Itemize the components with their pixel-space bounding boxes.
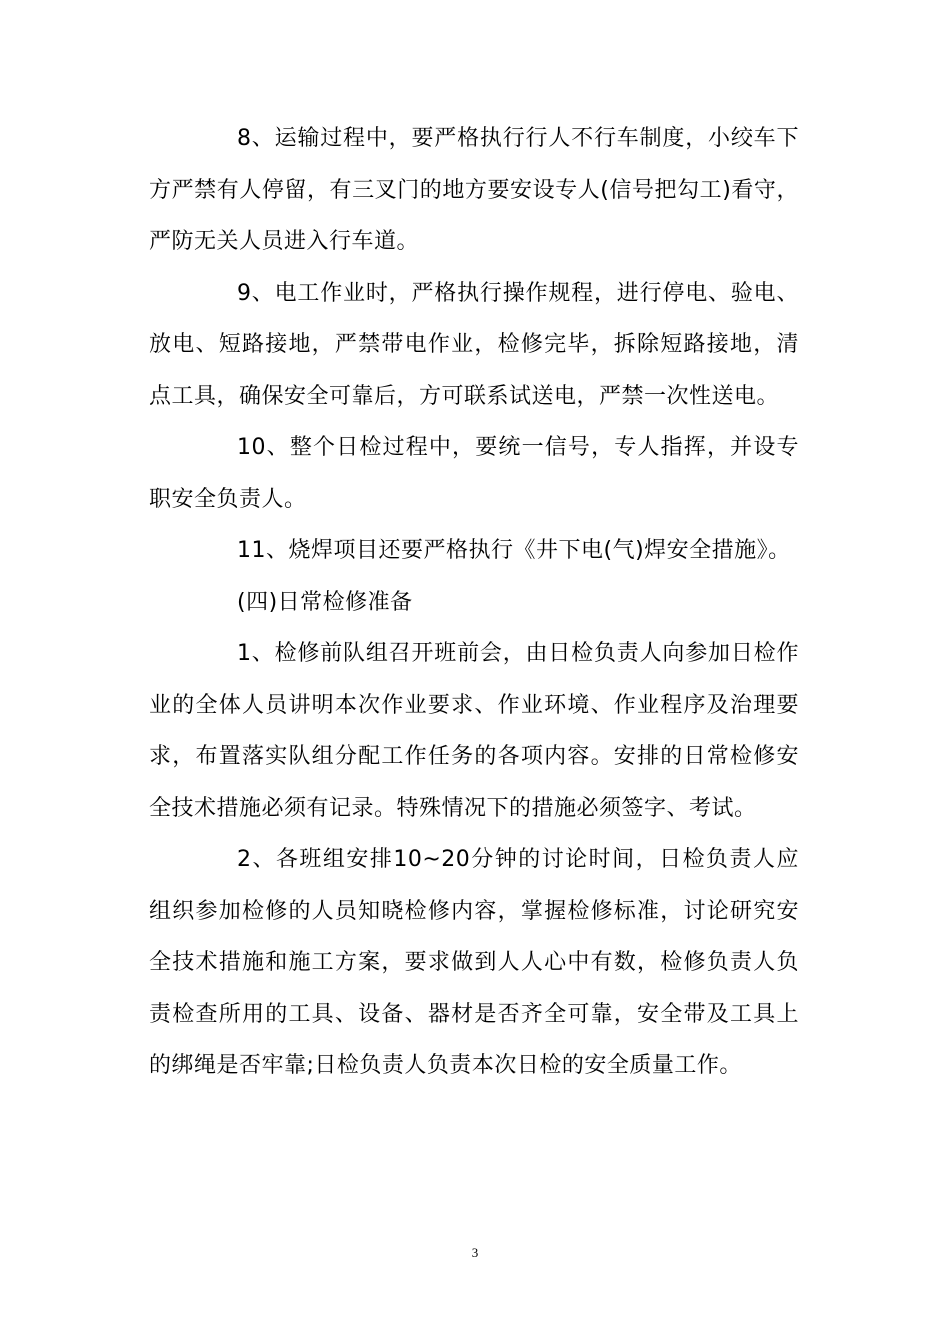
paragraph-1: 1、检修前队组召开班前会，由日检负责人向参加日检作业的全体人员讲明本次作业要求、作业环境、作业程序及治理要求，布置落实队组分配工作任务的各项内容。安排的日常检修安全技术措施必须有记录。特殊情况下的措施必须签字、考试。 — [149, 641, 799, 821]
paragraph-8: 8、运输过程中，要严格执行行人不行车制度，小绞车下方严禁有人停留，有三叉门的地方要安设专人(信号把勾工)看守，严防无关人员进入行车道。 — [149, 126, 799, 254]
paragraph-11: 11、烧焊项目还要严格执行《井下电(气)焊安全措施》。 — [237, 538, 791, 563]
paragraph-2: 2、各班组安排10~20分钟的讨论时间，日检负责人应组织参加检修的人员知晓检修内容，掌握检修标准，讨论研究安全技术措施和施工方案，要求做到人人心中有数，检修负责人负责检查所用的工具、设备、器材是否齐全可靠，安全带及工具上的绑绳是否牢靠;日检负责人负责本次日检的安全质量工作。 — [149, 847, 799, 1078]
page-number: 3 — [471, 1245, 479, 1260]
section-heading-4: (四)日常检修准备 — [237, 589, 413, 615]
paragraph-9: 9、电工作业时，严格执行操作规程，进行停电、验电、放电、短路接地，严禁带电作业，检修完毕，拆除短路接地，清点工具，确保安全可靠后，方可联系试送电，严禁一次性送电。 — [149, 280, 799, 409]
body-text — [149, 113, 799, 1092]
paragraph-10: 10、整个日检过程中，要统一信号，专人指挥，并设专职安全负责人。 — [149, 435, 799, 512]
